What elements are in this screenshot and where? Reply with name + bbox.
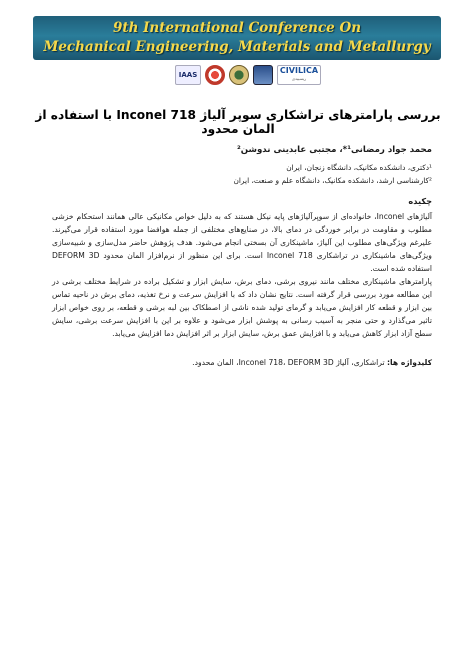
institute-logo <box>253 65 273 85</box>
sponsor-logos <box>175 64 321 86</box>
keywords <box>52 358 432 367</box>
civilica-logo-subtext: ریسییدی <box>291 76 307 81</box>
iaas-logo: IAAS <box>175 65 201 85</box>
sponsor-circle-logo <box>205 65 225 85</box>
abstract-heading: چکیده <box>408 196 432 206</box>
paper-authors: محمد جواد رمضانی¹*، مجتبی عابدینی ندوشن² <box>237 145 432 155</box>
keywords-list: تراشکاری، آلیاژ Inconel 718، DEFORM 3D، المان محدود. <box>192 358 388 367</box>
university-seal-logo <box>229 65 249 85</box>
civilica-logo <box>277 65 321 85</box>
conference-banner <box>33 16 441 60</box>
affiliation-1: ¹دکتری، دانشکده مکانیک، دانشگاه زنجان، ایران <box>286 163 432 172</box>
civilica-logo-text: CIVILICA <box>279 66 319 75</box>
keywords-label: کلیدواژه ها: <box>387 358 432 367</box>
abstract-paragraph-1: آلیاژهای Inconel، خانواده‌ای از سوپرآلیاژهای پایه نیکل هستند که به دلیل خواص مکانیکی عالی همانند استحکام خزشی مطلوب و مقاومت در برابر خوردگی در دمای بالا، در صنایع‌های مختلفی از جمله هوافضا مورد استفاده قرار می‌گیرند. علیرغم ویژگی‌های مطلوب این آلیاژ، ماشینکاری آن بسختی انجام می‌شود. هدف پژوهش حاضر مدل‌سازی و شبیه‌سازی ویژگی‌های ماشینکاری در تراشکاری Inconel 718 است. برای این منظور از نرم‌افزار المان محدود DEFORM 3D استفاده شده است. <box>52 212 432 273</box>
abstract-paragraph-2: پارامترهای ماشینکاری مختلف مانند نیروی برشی، دمای برش، سایش ابزار و تشکیل براده در شرایط مختلف برشی در این مطالعه مورد بررسی قرار گرفته است. نتایج نشان داد که با افزایش سرعت و نرخ تغذیه، دمای برش در ناحیه تماس بین ابزار و قطعه کار افزایش می‌یابد و گرمای تولید شده ناشی از اصطکاک بین لبه برشی و قطعه، بر روی خواص ابزار تاثیر می‌گذارد و حتی منجر به آسیب رسانی به پوشش ابزار می‌شود و علاوه بر این با افزایش سرعت برشی، سایش سطح آزاد ابزار کاهش می‌یابد و با افزایش عمق برش، سایش ابزار بر اثر افزایش دما افزایش می‌یابد. <box>52 277 432 338</box>
conference-title-line1: 9th International Conference On <box>112 20 362 36</box>
abstract-body <box>52 210 432 340</box>
conference-title-line2: Mechanical Engineering, Materials and Metallurgy <box>43 39 431 55</box>
affiliation-2: ²کارشناسی ارشد، دانشکده مکانیک، دانشگاه علم و صنعت، ایران <box>233 176 432 185</box>
paper-title: بررسی پارامترهای تراشکاری سوپر آلیاژ Inconel 718 با استفاده از المان محدود <box>35 108 441 136</box>
